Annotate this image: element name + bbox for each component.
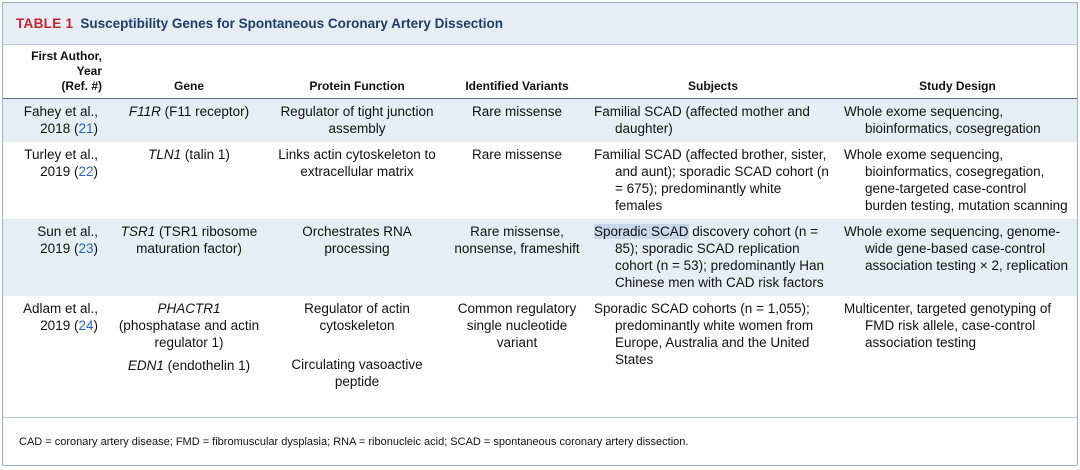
cell-identified-variants: Rare missense [471,147,563,162]
table-header-row [3,45,1077,99]
table-frame [2,2,1078,466]
column-header-study-design: Study Design [838,45,1077,99]
reference-link[interactable]: 22 [78,164,94,179]
cell-author: Sun et al., 2019 (23) [3,219,110,296]
table-caption [3,3,1077,45]
column-header-protein-function: Protein Function [268,45,446,99]
cell-protein-function: Orchestrates RNA processing [268,219,446,296]
cell-gene: TLN1 (talin 1) [148,147,230,162]
cell-protein-function: Links actin cytoskeleton to extracellular matrix [278,147,436,179]
cell-subjects: Familial SCAD (affected mother and daughter) [588,99,838,143]
cell-gene: PHACTR1 (phosphatase and actin regulator 1) EDN1 (endothelin 1) [118,301,260,373]
column-header-author: First Author, Year (Ref. #) [3,45,110,99]
cell-gene: TSR1 (TSR1 ribosome maturation factor) [110,219,268,296]
table-footnote: CAD = coronary artery disease; FMD = fibromuscular dysplasia; RNA = ribonucleic acid; SCAD = spontaneous coronary artery dissection. [3,417,1077,465]
gene-symbol: TLN1 [148,147,182,162]
table-row [3,99,1077,143]
cell-protein-function: Regulator of actin cytoskeleton Circulating vasoactive peptide [291,301,423,389]
cell-author: Turley et al., 2019 (22) [24,147,98,179]
cell-study-design: Whole exome sequencing, genome-wide gene-based case-control association testing × 2, replication [838,219,1077,296]
reference-link[interactable]: 21 [78,121,94,136]
cell-study-design: Whole exome sequencing, bioinformatics, cosegregation, gene-targeted case-control burden testing, mutation scanning [844,147,1068,213]
cell-subjects: Sporadic SCAD discovery cohort (n = 85); sporadic SCAD replication cohort (n = 53); predominantly Han Chinese men with CAD risk factors [588,219,838,296]
column-header-identified-variants: Identified Variants [446,45,588,99]
cell-identified-variants: Rare missense [446,99,588,143]
table-row [3,219,1077,296]
gene-symbol: EDN1 [127,358,164,373]
cell-identified-variants: Common regulatory single nucleotide variant [457,301,577,350]
table-row [3,142,1077,219]
table-label: TABLE 1 [16,16,74,31]
cell-identified-variants: Rare missense, nonsense, frameshift [446,219,588,296]
cell-subjects: Familial SCAD (affected brother, sister, and aunt); sporadic SCAD cohort (n = 675); predominantly white females [594,147,829,213]
cell-study-design: Multicenter, targeted genotyping of FMD risk allele, case-control association testing [844,301,1052,350]
cell-protein-function: Regulator of tight junction assembly [268,99,446,143]
cell-study-design: Whole exome sequencing, bioinformatics, cosegregation [838,99,1077,143]
cell-author: Adlam et al., 2019 (24) [22,301,98,333]
gene-symbol: TSR1 [120,224,156,239]
reference-link[interactable]: 23 [78,241,94,256]
gene-symbol: F11R [128,104,161,119]
reference-link[interactable]: 24 [78,318,94,333]
text-selection-highlight: Sporadic SCAD [594,224,689,239]
cell-author: Fahey et al., 2018 (21) [3,99,110,143]
column-header-gene: Gene [110,45,268,99]
table-row [3,296,1077,395]
table-title: Susceptibility Genes for Spontaneous Coronary Artery Dissection [80,16,503,31]
susceptibility-genes-table [3,45,1077,395]
gene-symbol: PHACTR1 [157,301,221,316]
column-header-subjects: Subjects [588,45,838,99]
cell-subjects: Sporadic SCAD cohorts (n = 1,055); predominantly white women from Europe, Australia and the United States [594,301,814,367]
cell-gene: F11R (F11 receptor) [110,99,268,143]
